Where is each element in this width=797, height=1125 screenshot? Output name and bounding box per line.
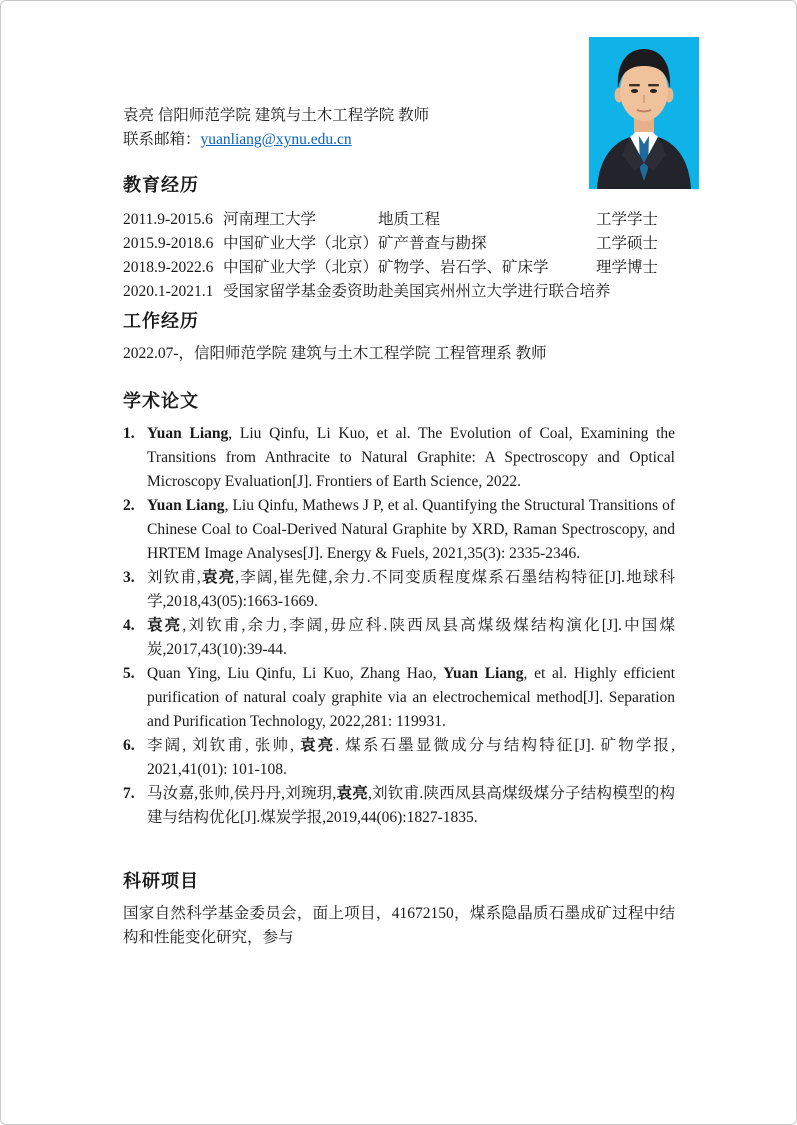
papers-list [123, 422, 675, 830]
author-highlight: 袁亮 [147, 617, 183, 634]
education-school: 中国矿业大学（北京） [223, 235, 379, 252]
section-heading-education: 教育经历 [123, 175, 199, 195]
paper-item [123, 422, 675, 494]
education-major: 矿物学、岩石学、矿床学 [378, 259, 549, 276]
author-highlight: 袁亮 [200, 569, 236, 586]
education-table [123, 208, 675, 304]
paper-citation [147, 662, 675, 734]
name-affiliation-line: 袁亮 信阳师范学院 建筑与土木工程学院 教师 [123, 107, 430, 124]
paper-number: 3. [123, 569, 135, 586]
email-label: 联系邮箱： [123, 131, 201, 148]
education-row [123, 232, 675, 256]
paper-item [123, 662, 675, 734]
education-school: 中国矿业大学（北京） [223, 259, 379, 276]
email-line [123, 128, 675, 152]
citation-text: ,刘钦甫,余力,李阔,毋应科.陕西凤县高煤级煤结构演化[J].中国煤炭,2017,43(10):39-44. [147, 617, 675, 658]
education-degree: 理学博士 [596, 259, 659, 276]
citation-text: ,刘钦甫.陕西凤县高煤级煤分子结构模型的构建与结构优化[J].煤炭学报,2019,44(06):1827-1835. [147, 785, 675, 826]
education-major: 矿产普查与勘探 [378, 235, 487, 252]
paper-citation [147, 494, 675, 566]
education-major: 地质工程 [378, 211, 441, 228]
resume-content [123, 1, 675, 950]
citation-text: Quan Ying, Liu Qinfu, Li Kuo, Zhang Hao, [147, 665, 444, 682]
resume-header [123, 104, 675, 152]
email-link[interactable]: yuanliang@xynu.edu.cn [200, 131, 352, 148]
education-period: 2020.1-2021.1 [123, 283, 214, 300]
education-period: 2018.9-2022.6 [123, 259, 214, 276]
education-school: 受国家留学基金委资助赴美国宾州州立大学进行联合培养 [223, 283, 611, 300]
section-heading-papers: 学术论文 [123, 391, 199, 411]
section-heading-projects: 科研项目 [123, 871, 199, 891]
citation-text: 刘钦甫, [147, 569, 201, 586]
section-heading-work: 工作经历 [123, 311, 199, 331]
paper-item [123, 566, 675, 614]
citation-text: , Liu Qinfu, Li Kuo, et al. The Evolution of Coal, Examining the Transitions from Anthracite to Natural Graphite: A Spectroscopy and Optical Microscopy Evaluation[J]. Frontiers of Earth Science, 2022. [147, 425, 676, 490]
citation-text: ,李阔,崔先健,余力.不同变质程度煤系石墨结构特征[J].地球科学,2018,43(05):1663-1669. [147, 569, 675, 610]
citation-text: , Liu Qinfu, Mathews J P, et al. Quantifying the Structural Transitions of Chinese Coal to Coal-Derived Natural Graphite by XRD, Raman Spectroscopy, and HRTEM Image Analyses[J]. Energy & Fuels, 2021,35(3): 2335-2346. [147, 497, 676, 562]
paper-number: 1. [123, 425, 135, 442]
author-highlight: Yuan Liang [147, 425, 229, 442]
paper-citation [147, 734, 675, 782]
paper-number: 7. [123, 785, 135, 802]
education-row [123, 280, 675, 304]
education-degree: 工学学士 [596, 211, 659, 228]
paper-number: 6. [123, 737, 135, 754]
education-row [123, 208, 675, 232]
citation-text: , et al. Highly efficient purification of natural coaly graphite via an electrochemical method[J]. Separation and Purification Technology, 2022,281: 119931. [147, 665, 676, 730]
paper-item [123, 734, 675, 782]
paper-citation [147, 422, 675, 494]
author-highlight: 袁亮 [300, 737, 336, 754]
citation-text: . 煤系石墨显微成分与结构特征[J]. 矿物学报, 2021,41(01): 101-108. [147, 737, 675, 778]
paper-item [123, 494, 675, 566]
author-highlight: 袁亮 [336, 785, 369, 802]
paper-citation [147, 566, 675, 614]
author-highlight: Yuan Liang [147, 497, 225, 514]
education-row [123, 256, 675, 280]
paper-number: 4. [123, 617, 135, 634]
citation-text: 马汝嘉,张帅,侯丹丹,刘琬玥, [147, 785, 337, 802]
work-entry: 2022.07-，信阳师范学院 建筑与土木工程学院 工程管理系 教师 [123, 345, 547, 362]
education-period: 2011.9-2015.6 [123, 211, 213, 228]
paper-citation [147, 782, 675, 830]
education-school: 河南理工大学 [223, 211, 317, 228]
author-highlight: Yuan Liang [443, 665, 524, 682]
paper-item [123, 782, 675, 830]
paper-item [123, 614, 675, 662]
paper-number: 5. [123, 665, 135, 682]
education-degree: 工学硕士 [596, 235, 659, 252]
citation-text: 李阔, 刘钦甫, 张帅, [147, 737, 301, 754]
paper-citation [147, 614, 675, 662]
project-entry: 国家自然科学基金委员会，面上项目，41672150，煤系隐晶质石墨成矿过程中结构和性能变化研究，参与 [123, 905, 675, 946]
education-period: 2015.9-2018.6 [123, 235, 214, 252]
paper-number: 2. [123, 497, 135, 514]
